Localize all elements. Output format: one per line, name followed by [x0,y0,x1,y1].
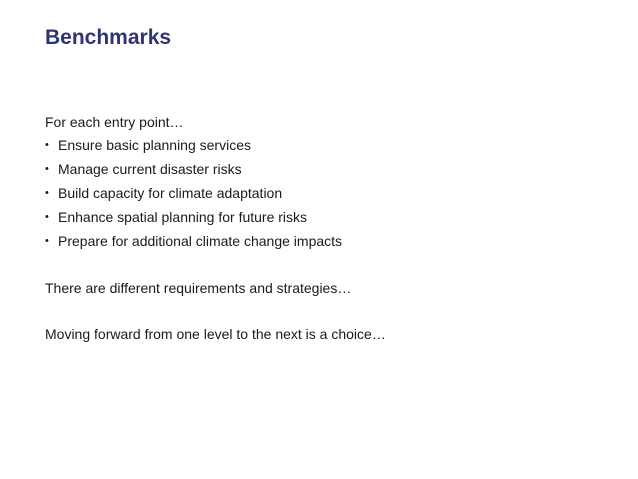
bullet-text: Prepare for additional climate change impacts [58,233,343,249]
bullet-icon: • [45,187,49,199]
bullet-icon: • [45,163,49,175]
choice-paragraph: Moving forward from one level to the next is a choice… [45,326,386,342]
bullet-icon: • [45,211,49,223]
bullet-icon: • [45,235,49,247]
bullet-text: Ensure basic planning services [58,137,251,153]
requirements-paragraph: There are different requirements and strategies… [45,280,352,296]
bullet-text: Enhance spatial planning for future risks [58,209,308,225]
intro-text: For each entry point… [45,114,184,130]
bullet-text: Manage current disaster risks [58,161,242,177]
bullet-icon: • [45,139,49,151]
bullet-text: Build capacity for climate adaptation [58,185,283,201]
slide-title: Benchmarks [45,26,172,49]
